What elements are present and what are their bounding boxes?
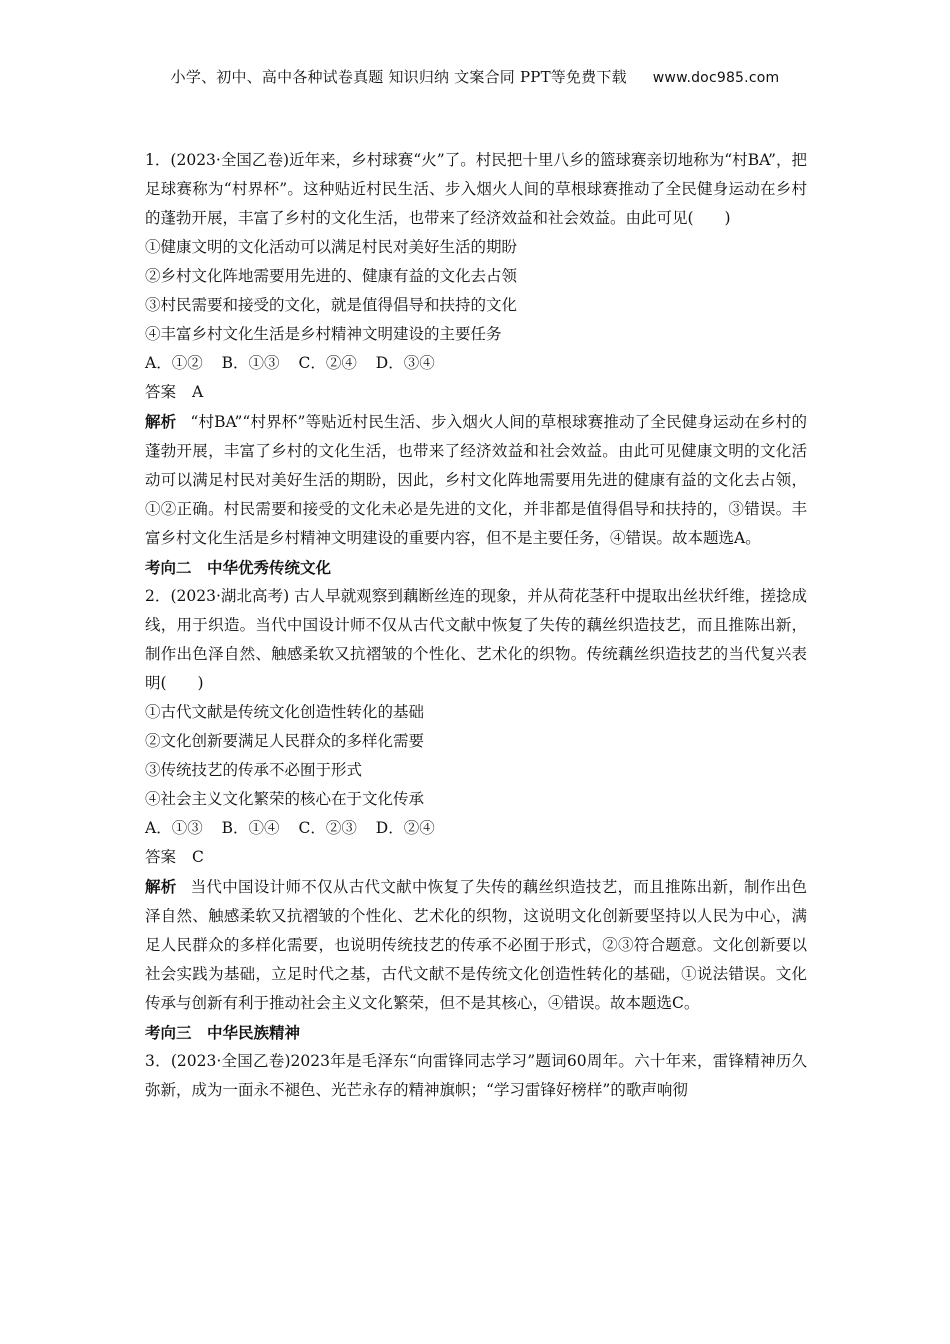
answer-label: 答案 — [145, 848, 177, 866]
question-2-option-d: D．②④ — [375, 819, 435, 837]
question-2-answer — [145, 843, 807, 872]
question-2-item-1: ①古代文献是传统文化创造性转化的基础 — [145, 703, 425, 721]
question-3-stem: 3．(2023·全国乙卷)2023年是毛泽东“向雷锋同志学习”题词60周年。六十年来，雷锋精神历久弥新，成为一面永不褪色、光芒永存的精神旗帜；“学习雷锋好榜样”的歌声响彻 — [145, 1052, 807, 1099]
question-1-item-4: ④丰富乡村文化生活是乡村精神文明建设的主要任务 — [145, 325, 502, 343]
question-1-item-1: ①健康文明的文化活动可以满足村民对美好生活的期盼 — [145, 238, 518, 256]
question-1-options — [145, 349, 807, 378]
question-2-stem: 2．(2023·湖北高考) 古人早就观察到藕断丝连的现象，并从荷花茎秆中提取出丝状纤维，搓捻成线，用于织造。当代中国设计师不仅从古代文献中恢复了失传的藕丝织造技艺，而且推陈出新，制作出色泽自然、触感柔软又抗褶皱的个性化、艺术化的织物。传统藕丝织造技艺的当代复兴表明( ) — [145, 587, 807, 692]
question-1-item-3: ③村民需要和接受的文化，就是值得倡导和扶持的文化 — [145, 296, 518, 314]
answer-value: A — [192, 383, 204, 401]
header-text: 小学、初中、高中各种试卷真题 知识归纳 文案合同 PPT等免费下载 — [170, 68, 627, 86]
question-2-item-3: ③传统技艺的传承不必囿于形式 — [145, 761, 363, 779]
analysis-text: 当代中国设计师不仅从古代文献中恢复了失传的藕丝织造技艺，而且推陈出新，制作出色泽自然、触感柔软又抗褶皱的个性化、艺术化的织物，这说明文化创新要坚持以人民为中心，满足人民群众的多样化需要，也说明传统技艺的传承不必囿于形式，②③符合题意。文化创新要以社会实践为基础，立足时代之基，古代文献不是传统文化创造性转化的基础，①说法错误。文化传承与创新有利于推动社会主义文化繁荣，但不是其核心，④错误。故本题选C。 — [145, 878, 807, 1012]
answer-label: 答案 — [145, 383, 177, 401]
question-1-stem: 1．(2023·全国乙卷)近年来，乡村球赛“火”了。村民把十里八乡的篮球赛亲切地称为“村BA”，把足球赛称为“村界杯”。这种贴近村民生活、步入烟火人间的草根球赛推动了全民健身运动在乡村的蓬勃开展，丰富了乡村的文化生活，也带来了经济效益和社会效益。由此可见( ) — [145, 151, 807, 227]
question-1-option-a: A．①② — [145, 354, 203, 372]
question-1-item-2: ②乡村文化阵地需要用先进的、健康有益的文化去占领 — [145, 267, 518, 285]
question-2-option-a: A．①③ — [145, 819, 203, 837]
analysis-text: “村BA”“村界杯”等贴近村民生活、步入烟火人间的草根球赛推动了全民健身运动在乡村的蓬勃开展，丰富了乡村的文化生活，也带来了经济效益和社会效益。由此可见健康文明的文化活动可以满足村民对美好生活的期盼，因此，乡村文化阵地需要用先进的健康有益的文化去占领，①②正确。村民需要和接受的文化未必是先进的文化，并非都是值得倡导和扶持的，③错误。丰富乡村文化生活是乡村精神文明建设的重要内容，但不是主要任务，④错误。故本题选A。 — [145, 413, 807, 547]
question-2-analysis — [145, 872, 807, 1018]
page-header — [0, 66, 950, 87]
header-site-link[interactable]: www.doc985.com — [652, 70, 780, 86]
document-body — [145, 146, 807, 1105]
question-1-option-d: D．③④ — [375, 354, 435, 372]
question-2-options — [145, 814, 807, 843]
question-2-option-b: B．①④ — [221, 819, 280, 837]
question-2-item-2: ②文化创新要满足人民群众的多样化需要 — [145, 732, 425, 750]
question-1-answer — [145, 378, 807, 407]
section-heading-3: 考向三 中华民族精神 — [145, 1023, 301, 1042]
question-1-option-b: B．①③ — [221, 354, 280, 372]
answer-value: C — [192, 848, 204, 866]
analysis-label: 解析 — [145, 412, 177, 431]
question-2-item-4: ④社会主义文化繁荣的核心在于文化传承 — [145, 790, 425, 808]
analysis-label: 解析 — [145, 877, 177, 896]
section-heading-2: 考向二 中华优秀传统文化 — [145, 558, 332, 577]
question-1-option-c: C．②④ — [298, 354, 357, 372]
question-2-option-c: C．②③ — [298, 819, 357, 837]
question-1-analysis — [145, 407, 807, 553]
